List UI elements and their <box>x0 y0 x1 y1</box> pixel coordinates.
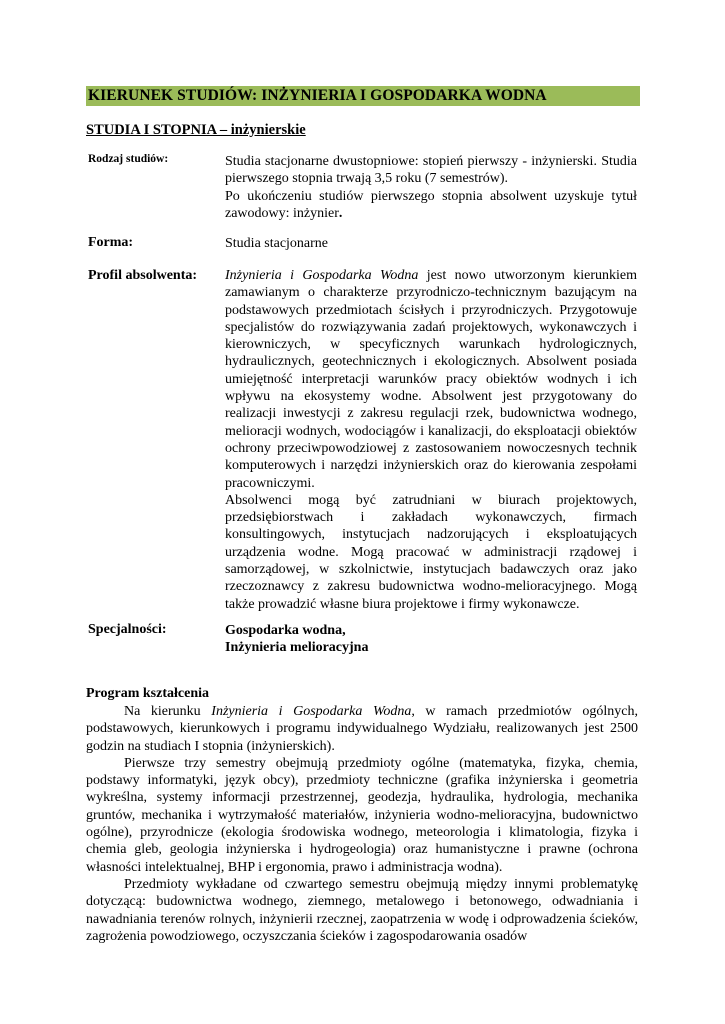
program-paragraph-1-a: Na kierunku <box>124 704 212 719</box>
forma-value: Studia stacjonarne <box>225 236 329 251</box>
specjalnosci-label: Specjalności: <box>88 622 167 637</box>
program-body <box>86 703 638 945</box>
program-name: Inżynieria i Gospodarka Wodna <box>211 704 412 719</box>
program-paragraph-1 <box>86 703 638 755</box>
profil-value <box>225 267 637 613</box>
profil-paragraph-2: Absolwenci mogą być zatrudniani w biurach projektowych, przedsiębiorstwach i zakładach wykonawczych, firmach konsultingowych, instytucjach nadzorujących i eksploatujących urządzenia wodne. Mogą pracować w administracji rządowej i samorządowej, w szkolnictwie, instytucjach badawczych oraz jako rzeczoznawcy z zakresu budownictwa wodno-melioracyjnego. Mogą także prowadzić własne biura projektowe i firmy wykonawcze. <box>225 492 637 612</box>
profil-label: Profil absolwenta: <box>88 268 198 283</box>
rodzaj-paragraph-2-end: . <box>338 205 343 221</box>
rodzaj-value <box>225 153 637 222</box>
specjalnosc-item: Inżynieria melioracyjna <box>225 640 369 656</box>
rodzaj-paragraph-2 <box>225 188 637 223</box>
page-title: KIERUNEK STUDIÓW: INŻYNIERIA I GOSPODARKA WODNA <box>88 87 547 104</box>
rodzaj-label: Rodzaj studiów: <box>88 153 169 165</box>
specjalnosc-item: Gospodarka wodna, <box>225 623 346 638</box>
rodzaj-paragraph-1: Studia stacjonarne dwustopniowe: stopień pierwszy - inżynierski. Studia pierwszego stopnia trwają 3,5 roku (7 semestrów). <box>225 154 637 187</box>
section-subtitle: STUDIA I STOPNIA – inżynierskie <box>86 122 306 138</box>
specjalnosci-list <box>225 622 368 657</box>
program-title: Program kształcenia <box>86 686 209 701</box>
rodzaj-paragraph-2-text: Po ukończeniu studiów pierwszego stopnia absolwent uzyskuje tytuł zawodowy: inżynier <box>225 188 637 221</box>
forma-label: Forma: <box>88 235 134 250</box>
program-paragraph-3: Przedmioty wykładane od czwartego semestru obejmują między innymi problematykę dotyczącą: budownictwa wodnego, ziemnego, metalowego i betonowego, odwadniania i nawadniania terenów rolnych, inżynierii rzecznej, zaopatrzenia w wodę i odprowadzenia ścieków, zagrożenia powodziowego, oczyszczania ścieków i zagospodarowania osadów <box>86 876 638 944</box>
profil-paragraph-1-rest: jest nowo utworzonym kierunkiem zamawianym o charakterze przyrodniczo-technicznym bazującym na podstawowych przedmiotach ścisłych i przyrodniczych. Przygotowuje specjalistów do rozwiązywania zadań projektowych, wykonawczych i kierowniczych, w specyficznych warunkach hydrologicznych, hydraulicznych, geotechnicznych i ekologicznych. Absolwent posiada umiejętność interpretacji warunków pracy obiektów wodnych i ich wpływu na ekosystemy wodne. Absolwent jest przygotowany do realizacji inwestycji z zakresu regulacji rzek, budownictwa wodnego, melioracji wodnych, wodociągów i kanalizacji, do eksploatacji obiektów ochrony przeciwpowodziowej z zastosowaniem nowoczesnych technik komputerowych i narzędzi inżynierskich oraz do kierowania zespołami pracowniczymi. <box>225 268 638 491</box>
program-paragraph-2: Pierwsze trzy semestry obejmują przedmioty ogólne (matematyka, fizyka, chemia, podstawy informatyki, język obcy), przedmioty techniczne (grafika inżynierska i geometria wykreślna, systemy informacji przestrzennej, geodezja, hydraulika, hydrologia, mechanika gruntów, mechanika i wytrzymałość materiałów, inżynieria wodno-melioracyjna, budownictwo ogólne), przyrodnicze (ekologia środowiska wodnego, meteorologia i klimatologia, fizyka i chemia gleb, geologia inżynierska i hydrogeologia) oraz humanistyczne i prawne (ochrona własności intelektualnej, BHP i ergonomia, prawo i administracja wodna). <box>86 755 638 875</box>
program-paragraph-1-b: , w ramach przedmiotów ogólnych, podstawowych, kierunkowych i programu indywidualnego Wydziału, realizowanych jest 2500 godzin na studiach I stopnia (inżynierskich). <box>86 704 638 754</box>
profil-program-name: Inżynieria i Gospodarka Wodna <box>225 268 419 283</box>
title-banner <box>86 86 640 106</box>
profil-paragraph-1 <box>225 267 637 492</box>
